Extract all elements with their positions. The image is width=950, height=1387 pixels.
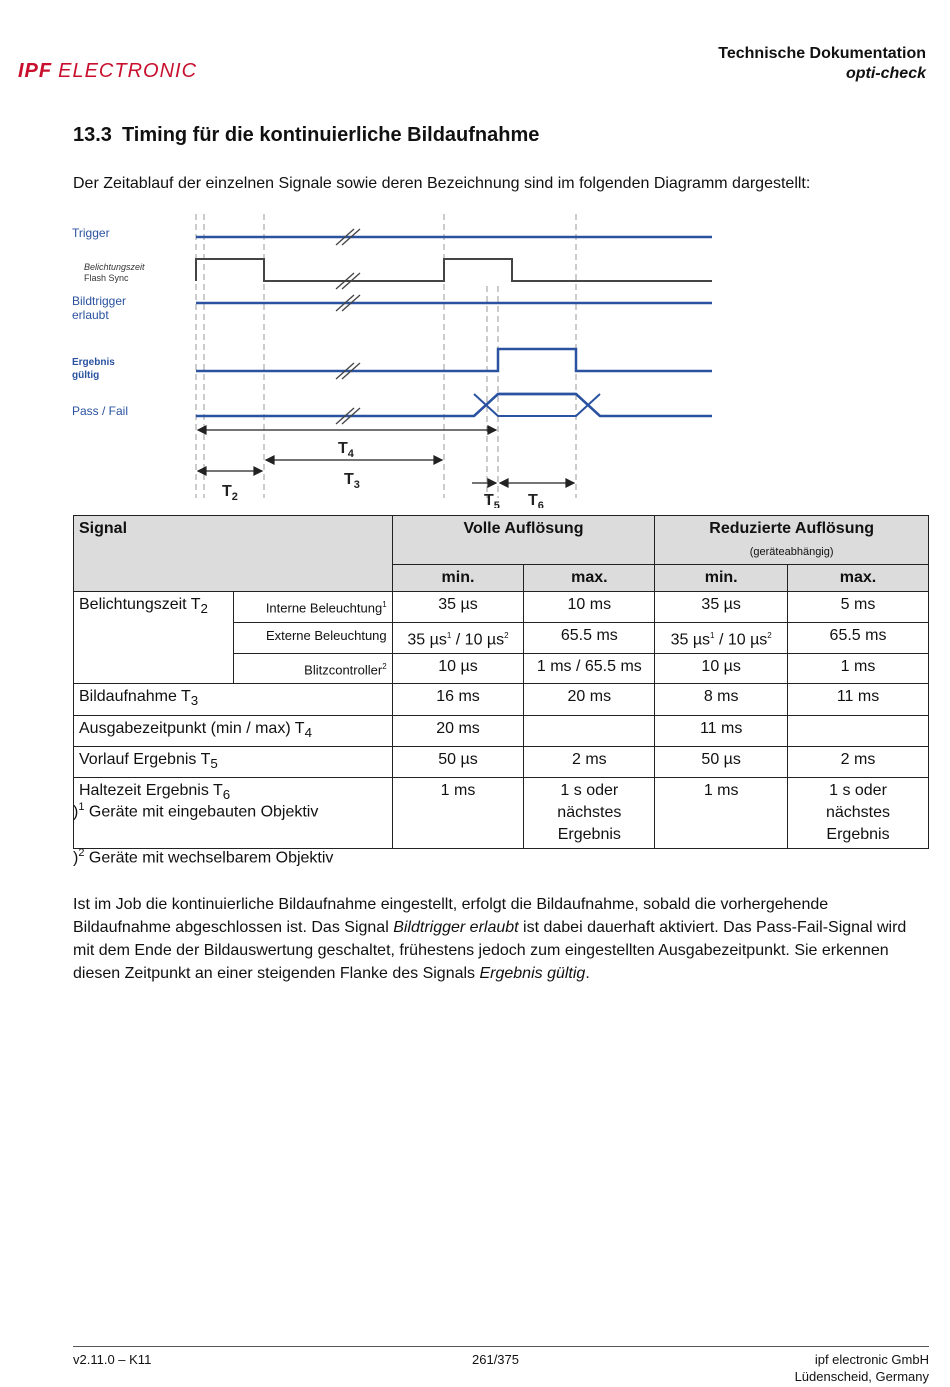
company-name: ipf electronic GmbH xyxy=(814,1352,929,1367)
cell xyxy=(788,715,929,746)
row-label xyxy=(74,654,234,684)
marker-t6: $T_6$ xyxy=(528,492,544,508)
cell: 16 ms xyxy=(392,684,524,715)
document-header xyxy=(718,44,926,84)
table-row xyxy=(74,715,929,746)
marker-t3: $T_3$ xyxy=(344,471,360,491)
table-row xyxy=(74,622,929,653)
section-title xyxy=(73,124,539,147)
section-heading: Timing für die kontinuierliche Bildaufnahme xyxy=(121,124,540,146)
cell: 35 µs$^1$ / 10 µs$^2$ xyxy=(392,622,524,653)
cell: 10 µs xyxy=(655,654,788,684)
head-max: max. xyxy=(524,565,655,592)
head-min: min. xyxy=(655,565,788,592)
trace-pass-cross xyxy=(474,394,600,416)
cell: 50 µs xyxy=(392,746,524,777)
cell: 20 ms xyxy=(392,715,524,746)
table-row xyxy=(74,592,929,623)
row-detail: Externe Beleuchtung xyxy=(233,622,392,653)
head-max: max. xyxy=(788,565,929,592)
cell: 1 ms xyxy=(788,654,929,684)
cell: 1 ms xyxy=(655,777,788,848)
arrowhead xyxy=(566,479,574,487)
cell: 10 ms xyxy=(524,592,655,623)
marker-t4: $T_4$ xyxy=(338,440,354,460)
cell: 65.5 ms xyxy=(788,622,929,653)
cell: 1 ms xyxy=(392,777,524,848)
head-full: Volle Auflösung xyxy=(392,516,655,565)
footer-version: v2.11.0 – K11 xyxy=(73,1352,152,1367)
intro-paragraph: Der Zeitablauf der einzelnen Signale sowie deren Bezeichnung sind im folgenden Diagramm dargestellt: xyxy=(73,175,811,192)
cell: 10 µs xyxy=(392,654,524,684)
label-trigger: Trigger xyxy=(72,226,110,240)
footnote-1: )$^1$ Geräte mit eingebauten Objektiv xyxy=(73,801,319,821)
arrowhead xyxy=(198,467,206,475)
cell: 11 ms xyxy=(788,684,929,715)
footer-divider xyxy=(73,1346,929,1347)
trace-ergebnis xyxy=(196,349,712,371)
arrowhead xyxy=(198,426,206,434)
cell: 1 s oder nächstes Ergebnis xyxy=(524,777,655,848)
head-signal: Signal xyxy=(74,516,393,592)
cell: 35 µs xyxy=(655,592,788,623)
label-belichtung: Belichtungszeit xyxy=(84,262,145,272)
cell: 20 ms xyxy=(524,684,655,715)
doc-title: Technische Dokumentation xyxy=(718,45,926,62)
marker-t2: $T_2$ xyxy=(222,483,238,503)
footnote-2: )$^2$ Geräte mit wechselbarem Objektiv xyxy=(73,847,334,867)
timing-diagram xyxy=(60,208,730,508)
cell: 35 µs$^1$ / 10 µs$^2$ xyxy=(655,622,788,653)
head-min: min. xyxy=(392,565,524,592)
footer-page: 261/375 xyxy=(472,1352,519,1367)
cell: 50 µs xyxy=(655,746,788,777)
row-label: Ausgabezeitpunkt (min / max) $T_4$ xyxy=(74,715,393,746)
footer-company xyxy=(795,1351,929,1385)
row-label: Belichtungszeit $T_2$ xyxy=(74,592,234,623)
logo-bold: IPF xyxy=(18,60,53,82)
cell: 2 ms xyxy=(788,746,929,777)
trace-flash-sync xyxy=(196,259,712,281)
label-erlaubt: erlaubt xyxy=(72,308,109,322)
company-city: Lüdenscheid, Germany xyxy=(794,1369,929,1384)
section-number: 13.3 xyxy=(73,124,112,146)
row-label: Bildaufnahme $T_3$ xyxy=(74,684,393,715)
row-label: Haltezeit Ergebnis $T_6$ xyxy=(74,777,393,848)
label-passfail: Pass / Fail xyxy=(72,404,129,418)
arrowhead xyxy=(500,479,508,487)
trace-pass-high xyxy=(196,394,712,416)
cell: 2 ms xyxy=(524,746,655,777)
timing-table xyxy=(73,515,929,849)
row-detail: Blitzcontroller$^2$ xyxy=(233,654,392,684)
marker-t5: $T_5$ xyxy=(484,492,500,508)
row-label: Vorlauf Ergebnis $T_5$ xyxy=(74,746,393,777)
cell: 5 ms xyxy=(788,592,929,623)
head-reduced: Reduzierte Auflösung (geräteabhängig) xyxy=(655,516,929,565)
arrowhead xyxy=(488,426,496,434)
label-ergebnis: Ergebnis xyxy=(72,357,115,368)
cell: 8 ms xyxy=(655,684,788,715)
label-gueltig: gültig xyxy=(72,370,100,381)
cell: 11 ms xyxy=(655,715,788,746)
company-logo xyxy=(18,60,197,83)
cell: 1 ms / 65.5 ms xyxy=(524,654,655,684)
row-label xyxy=(74,622,234,653)
arrowhead xyxy=(488,479,496,487)
label-flash: Flash Sync xyxy=(84,273,129,283)
cell xyxy=(524,715,655,746)
body-paragraph: Ist im Job die kontinuierliche Bildaufnahme eingestellt, erfolgt die Bildaufnahme, sobald die vorhergehende Bildaufnahme abgeschlossen ist. Das Signal Bildtrigger erlaubt ist dabei dauerhaft aktiviert. Das Pass-Fail-Signal wird mit dem Ende der Bildauswertung geschaltet, frühestens jedoch zum eingestellten Ausgabezeitpunkt. Sie erkennen diesen Zeitpunkt an einer steigenden Flanke des Signals Ergebnis gültig. xyxy=(73,896,907,982)
table-row xyxy=(74,746,929,777)
cell: 1 s oder nächstes Ergebnis xyxy=(788,777,929,848)
arrowhead xyxy=(254,467,262,475)
cell: 65.5 ms xyxy=(524,622,655,653)
arrowhead xyxy=(266,456,274,464)
cell: 35 µs xyxy=(392,592,524,623)
logo-text: ELECTRONIC xyxy=(58,60,198,82)
row-detail: Interne Beleuchtung$^1$ xyxy=(233,592,392,623)
table-row xyxy=(74,684,929,715)
doc-subtitle: opti-check xyxy=(845,65,926,82)
arrowhead xyxy=(434,456,442,464)
table-row xyxy=(74,654,929,684)
label-bildtrigger: Bildtrigger xyxy=(72,294,127,308)
